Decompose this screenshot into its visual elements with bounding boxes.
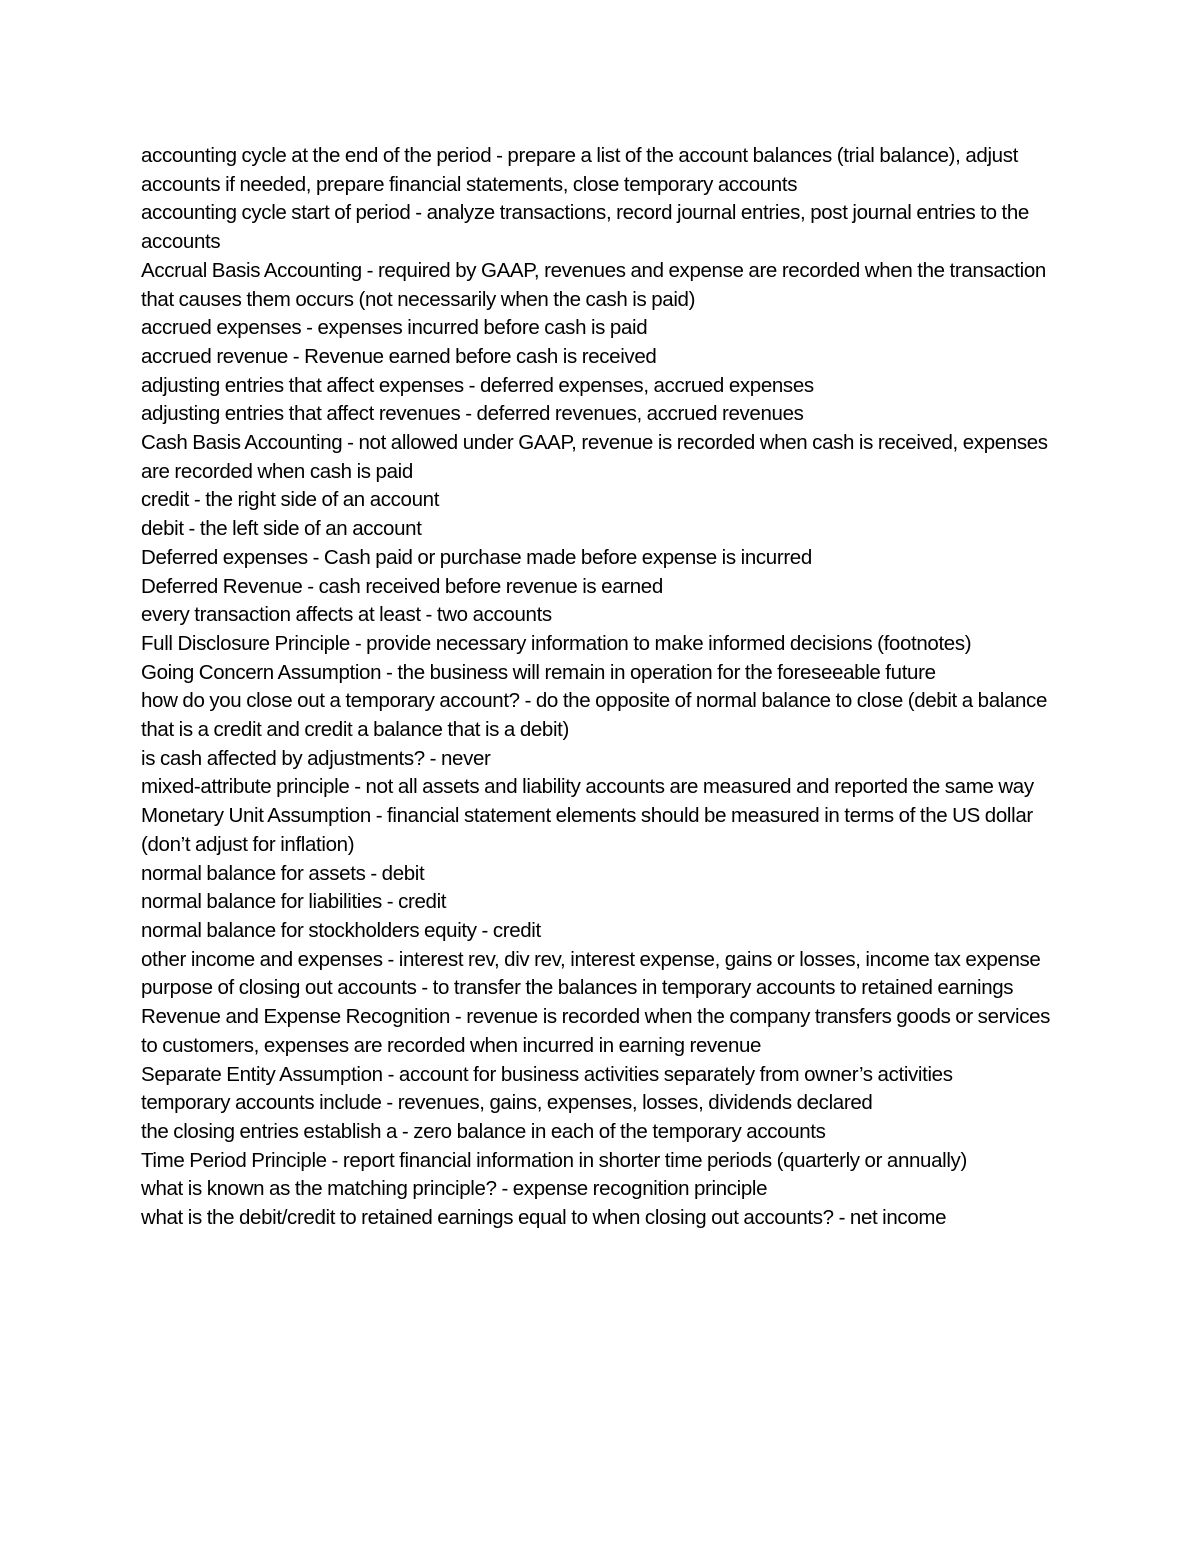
glossary-entry: adjusting entries that affect expenses - deferred expenses, accrued expenses: [141, 373, 814, 397]
glossary-text: [141, 142, 1071, 1233]
glossary-entry: credit - the right side of an account: [141, 488, 440, 512]
glossary-entry: the closing entries establish a - zero balance in each of the temporary accounts: [141, 1119, 826, 1143]
glossary-entry: mixed-attribute principle - not all assets and liability accounts are measured and reported the same way: [141, 775, 1034, 799]
glossary-entry: normal balance for liabilities - credit: [141, 890, 447, 914]
glossary-entry: other income and expenses - interest rev, div rev, interest expense, gains or losses, income tax expense: [141, 947, 1041, 971]
glossary-entry: debit - the left side of an account: [141, 517, 422, 541]
glossary-entry: adjusting entries that affect revenues - deferred revenues, accrued revenues: [141, 402, 804, 426]
glossary-entry: every transaction affects at least - two accounts: [141, 603, 552, 627]
glossary-entry: temporary accounts include - revenues, gains, expenses, losses, dividends declared: [141, 1091, 873, 1115]
glossary-entry: accounting cycle at the end of the period - prepare a list of the account balances (trial balance), adjust accounts if needed, prepare financial statements, close temporary accounts: [141, 144, 1018, 196]
glossary-entry: is cash affected by adjustments? - never: [141, 746, 491, 770]
glossary-entry: Full Disclosure Principle - provide necessary information to make informed decisions (footnotes): [141, 631, 972, 655]
glossary-entry: accrued revenue - Revenue earned before cash is received: [141, 344, 657, 368]
glossary-entry: purpose of closing out accounts - to transfer the balances in temporary accounts to retained earnings: [141, 976, 1014, 1000]
glossary-entry: Time Period Principle - report financial information in shorter time periods (quarterly or annually): [141, 1148, 967, 1172]
glossary-entry: Monetary Unit Assumption - financial statement elements should be measured in terms of the US dollar (don’t adjust for inflation): [141, 804, 1033, 856]
glossary-entry: how do you close out a temporary account? - do the opposite of normal balance to close (debit a balance that is a credit and credit a balance that is a debit): [141, 689, 1048, 742]
glossary-entry: accrued expenses - expenses incurred before cash is paid: [141, 316, 648, 340]
glossary-entry: Revenue and Expense Recognition - revenue is recorded when the company transfers goods or services to customers, expenses are recorded when incurred in earning revenue: [141, 1005, 1051, 1057]
glossary-entry: what is the debit/credit to retained earnings equal to when closing out accounts? - net income: [141, 1206, 947, 1230]
glossary-entry: normal balance for stockholders equity - credit: [141, 918, 541, 942]
glossary-entry: Deferred expenses - Cash paid or purchase made before expense is incurred: [141, 545, 812, 569]
glossary-entry: Going Concern Assumption - the business will remain in operation for the foreseeable future: [141, 660, 936, 684]
glossary-entry: Accrual Basis Accounting - required by GAAP, revenues and expense are recorded when the transaction that causes them occurs (not necessarily when the cash is paid): [141, 258, 1046, 311]
glossary-entry: Cash Basis Accounting - not allowed under GAAP, revenue is recorded when cash is received, expenses are recorded when cash is paid: [141, 431, 1048, 483]
glossary-entry: Separate Entity Assumption - account for business activities separately from owner’s activities: [141, 1062, 953, 1086]
glossary-entry: what is known as the matching principle? - expense recognition principle: [141, 1177, 768, 1201]
glossary-entry: Deferred Revenue - cash received before revenue is earned: [141, 574, 663, 598]
glossary-entry: normal balance for assets - debit: [141, 861, 425, 885]
glossary-entry: accounting cycle start of period - analyze transactions, record journal entries, post journal entries to the accounts: [141, 201, 1029, 254]
